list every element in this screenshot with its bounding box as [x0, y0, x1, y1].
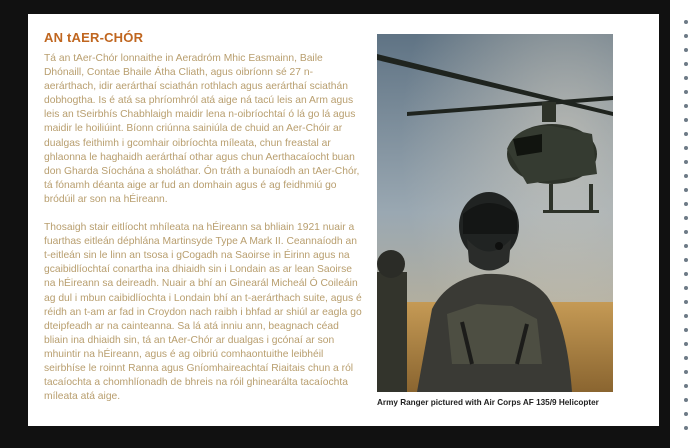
perforation-dot [684, 48, 688, 52]
photo-illustration [377, 34, 613, 392]
perforated-edge [670, 0, 700, 448]
perforation-dot [684, 216, 688, 220]
perforation-dot [684, 412, 688, 416]
perforation-dot [684, 258, 688, 262]
perforation-dot [684, 342, 688, 346]
perforation-dot [684, 244, 688, 248]
perforation-dot [684, 300, 688, 304]
perforation-dot [684, 160, 688, 164]
perforation-dot [684, 426, 688, 430]
perforation-dot [684, 174, 688, 178]
perforation-dot [684, 356, 688, 360]
perforation-dot [684, 272, 688, 276]
body-text [44, 52, 364, 418]
perforation-dot [684, 34, 688, 38]
perforation-dot [684, 286, 688, 290]
perforation-dot [684, 230, 688, 234]
perforation-dot [684, 62, 688, 66]
section-title: AN tAER-CHÓR [44, 30, 144, 45]
perforation-dot [684, 90, 688, 94]
perforation-dot [684, 132, 688, 136]
perforation-dot [684, 104, 688, 108]
photo-caption: Army Ranger pictured with Air Corps AF 135/9 Helicopter [377, 398, 599, 407]
perforation-dot [684, 76, 688, 80]
booklet-page [28, 14, 659, 426]
perforation-dot [684, 20, 688, 24]
paragraph-2: Thosaigh stair eitlíocht mhíleata na hÉireann sa bhliain 1921 nuair a fuarthas eitleán déphlána Martinsyde Type A Mark II. Ceannaíodh an t-eitleán sin le linn an tsosa i gCogadh na Saoirse in Éirinn agus na gcaibidlíochtaí conartha ina dhiaidh sin i Londain as ar lean Saoirse na hÉireann sa deireadh. Nuair a bhí an Ginearál Micheál Ó Coileáin ag dul i mbun caibidlíochta i Londain bhí an t-aerárthach suite, agus é réidh an t-am ar fad in Croydon nach raibh i bhfad ar shiúl ar eagla go dteipfeadh ar na cainteanna. Sa lá atá inniu ann, beagnach céad bliain ina dhiaidh sin, tá an tAer-Chór ar dualgas i gcónaí ar son mhuintir na hÉireann, agus é ag oibriú comhaontuithe leibhéil seirbhíse le roinnt Ranna agus Gníomhaireachtaí Riaitais chun a ról tacaíochta a chomhlíonadh de bhreis na róil ghinearálta tacaíochta míleata atá aige. [44, 222, 362, 403]
perforation-dot [684, 398, 688, 402]
ranger-helicopter-photo [377, 34, 613, 392]
perforation-dot [684, 118, 688, 122]
perforation-dot [684, 146, 688, 150]
perforation-dot [684, 384, 688, 388]
paragraph-1: Tá an tAer-Chór lonnaithe in Aeradróm Mhic Easmainn, Baile Dhónaill, Contae Bhaile Átha Cliath, agus oibríonn sé 27 n-aerárthach, idir aerárthaí sciathán rothlach agus aerárthaí sciathán dobhogtha. Is é atá sa phríomhról atá aige ná tacú leis an Arm agus leis an tSeirbhís Chabhlaigh maidir lena n-oibríochtaí ó lá go lá agus maidir le hoiliúint. Bíonn criúnna sainiúla de chuid an Aer-Chóir ar dualgas feithimh i gcomhair oibríochta míleata, chun freastal ar ghlaonna le haghaidh aerárthaí othar agus chun Aerthacaíocht buan don Gharda Síochána a sholáthar. Ón tráth a bunaíodh an tAer-Chór, tá fónamh déanta aige ar fud an domhain agus é ag feidhmiú go bródúil ar son na hÉireann. [44, 53, 360, 205]
perforation-dot [684, 314, 688, 318]
perforation-dot [684, 328, 688, 332]
perforation-dot [684, 188, 688, 192]
perforation-dot [684, 202, 688, 206]
perforation-dot [684, 370, 688, 374]
